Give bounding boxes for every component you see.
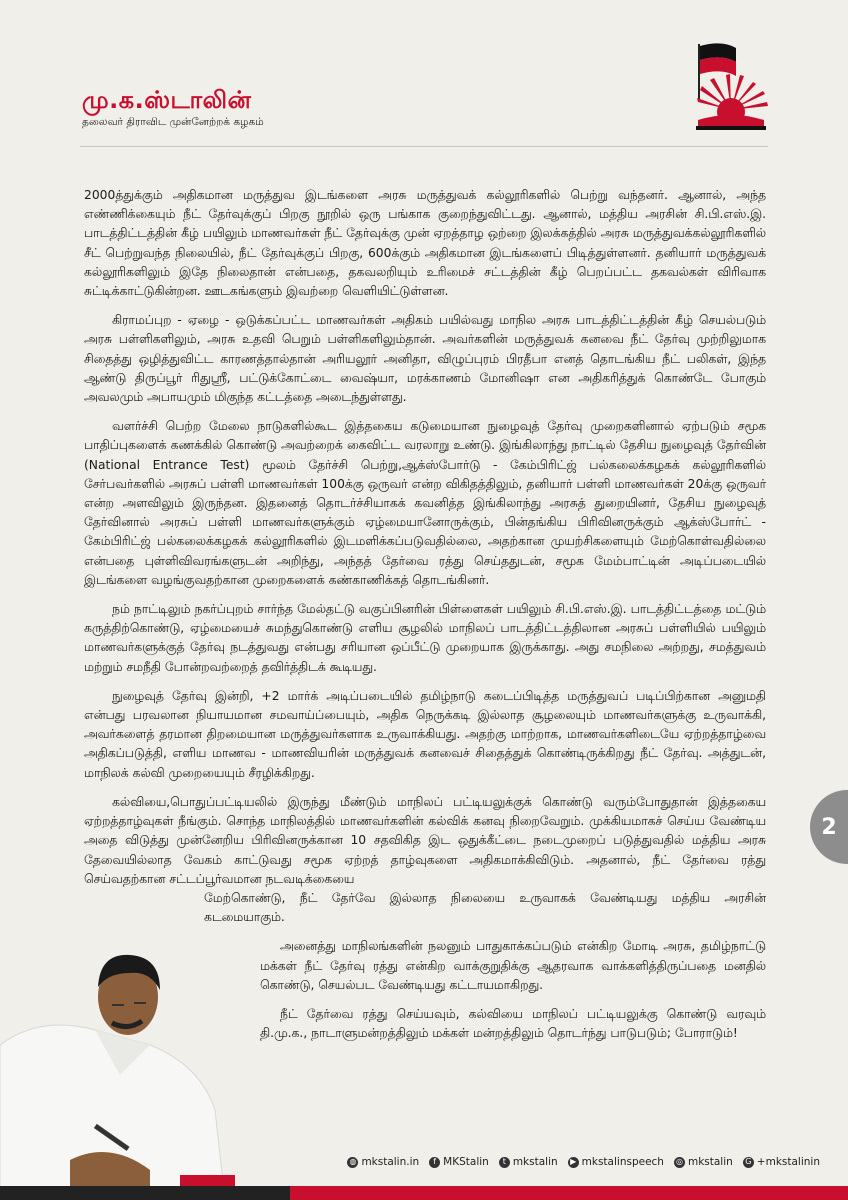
header	[82, 86, 264, 129]
globe-icon: ◍	[347, 1157, 358, 1168]
youtube-icon: ▶	[568, 1157, 579, 1168]
header-divider	[80, 146, 768, 147]
paragraph: நுழைவுத் தேர்வு இன்றி, +2 மார்க் அடிப்படையில் தமிழ்நாடு கடைப்பிடித்த மருத்துவப் படிப்பிற்கான அனுமதி என்பது பரவலான நியாயமான சமவாய்ப்பையும், அதிக நெருக்கடி இல்லாத சூழலையும் மாணவர்களுக்கு உருவாக்கி, அவர்களைத் தரமான திறமையான மருத்துவர்களாக உருவாக்கியது. அதற்கு மாற்றாக, மாணவர்களிடையே ஏற்றத்தாழ்வை அதிகப்படுத்தி, எளிய மாணவ - மாணவியரின் மருத்துவக் கனவைச் சிதைத்துக் கொண்டிருக்கிறது நீட் தேர்வு. அத்துடன், மாநிலக் கல்வி முறையையும் சீரழிக்கிறது.	[84, 688, 766, 780]
leader-portrait-icon	[0, 935, 235, 1200]
footer-link[interactable]: t mkstalin	[499, 1156, 558, 1168]
brand-title: மு.க.ஸ்டாலின்	[82, 86, 252, 114]
footer-link[interactable]: f MKStalin	[429, 1156, 489, 1168]
footer-link[interactable]: G +mkstalinin	[743, 1156, 820, 1168]
page-number: 2	[810, 790, 848, 864]
brand-subtitle: தலைவர் திராவிட முன்னேற்றக் கழகம்	[82, 116, 264, 128]
bottom-bar	[0, 1186, 848, 1200]
footer-link[interactable]: ◎ mkstalin	[675, 1156, 733, 1168]
facebook-icon: f	[429, 1157, 440, 1168]
party-flag-logo-icon	[692, 40, 770, 132]
closing-paragraph: அனைத்து மாநிலங்களின் நலனும் பாதுகாக்கப்படும் என்கிற மோடி அரசு, தமிழ்நாட்டு மக்கள் நீட் தேர்வு ரத்து என்கிற வாக்குறுதிக்கு ஆதரவாக வாக்களித்திருப்பதை மனதில் கொண்டு, செயல்பட வேண்டியது கட்டாயமாகிறது.	[260, 939, 766, 992]
googleplus-icon: G	[743, 1157, 754, 1168]
paragraph: கல்வியை,பொதுப்பட்டியலில் இருந்து மீண்டும் மாநிலப் பட்டியலுக்குக் கொண்டு வரும்போதுதான் இத்தகைய ஏற்றத்தாழ்வுகள் நீங்கும். சொந்த மாநிலத்தில் மாணவர்களின் கல்விக் கனவு நிறைவேறும். முக்கியமாகச் செய்ய வேண்டிய அதை விடுத்து முன்னேறிய பிரிவினருக்கான 10 சதவிகித இட ஒதுக்கீட்டை நடைமுறைப் படுத்துவதில் மத்திய அரசு தேவையில்லாத வேகம் காட்டுவது சமூக ஏற்றத் தாழ்வுகளை அதிகமாக்கிவிடும். அதனால், நீட் தேர்வை ரத்து செய்வதற்கான சட்டப்பூர்வமான நடவடிக்கையை	[84, 794, 766, 886]
footer-link[interactable]: ◍ mkstalin.in	[349, 1156, 420, 1168]
paragraph-continued: மேற்கொண்டு, நீட் தேர்வே இல்லாத நிலையை உருவாகக் வேண்டியது மத்திய அரசின் கடமையாகும்.	[204, 890, 766, 925]
bottom-bar-dark	[0, 1186, 290, 1200]
footer-link[interactable]: ▶ mkstalinspeech	[568, 1156, 664, 1168]
paragraph: 2000த்துக்கும் அதிகமான மருத்துவ இடங்களை அரசு மருத்துவக் கல்லூரிகளில் பெற்று வந்தனர். ஆனால், அந்த எண்ணிக்கையும் நீட் தேர்வுக்குப் பிறகு நூறில் ஒரு பங்காக குறைந்துவிட்டது. ஆனால், மத்திய அரசின் சி.பி.எஸ்.இ. பாடத்திட்டத்தின் கீழ் பயிலும் மாணவர்கள் நீட் தேர்வுக்கு முன் ஏறத்தாழ ஒற்றை இலக்கத்தில் அரசு மருத்துவக்கல்லூரிகளில் சீட் பெற்றுவந்த நிலையில், நீட் தேர்வுக்குப் பிறகு, 600க்கும் அதிகமான இடங்களைப் பிடித்துள்ளனர். தனியார் மருத்துவக் கல்லூரிகளிலும் இதே நிலைதான் என்பதை, தகவலறியும் உரிமைச் சட்டத்தின் கீழ் பெறப்பட்ட தகவல்கள் விரிவாக சுட்டிக்காட்டுகின்றன. ஊடகங்களும் இவற்றை வெளியிட்டுள்ளன.	[84, 188, 766, 299]
twitter-icon: t	[499, 1157, 510, 1168]
paragraph: கிராமப்புற - ஏழை - ஒடுக்கப்பட்ட மாணவர்கள் அதிகம் பயில்வது மாநில அரசு பாடத்திட்டத்தின் கீழ் செயல்படும் அரசு பள்ளிகளிலும், அரசு உதவி பெறும் பள்ளிகளிலும்தான். அவர்களின் மருத்துவக் கனவை நீட் தேர்வு முற்றிலுமாக சிதைத்து ஒழித்துவிட்ட காரணத்தால்தான் அரியலூர் அனிதா, விழுப்புரம் பிரதீபா எனத் தொடங்கிய நீட் பலிகள், இந்த ஆண்டு திருப்பூர் ரிதுஸ்ரீ, பட்டுக்கோட்டை வைஷ்யா, மரக்காணம் மோனிஷா என அதிகரித்துக் கொண்டே போகும் அவலமும் அபாயமும் மிகுந்த கட்டத்தை அடைந்துள்ளது.	[84, 313, 766, 405]
paragraph: வளர்ச்சி பெற்ற மேலை நாடுகளில்கூட இத்தகைய கடுமையான நுழைவுத் தேர்வு முறைகளினால் ஏற்படும் சமூக பாதிப்புகளைக் கணக்கில் கொண்டு அவற்றைக் கைவிட்ட வரலாறு உண்டு. இங்கிலாந்து நாட்டில் தேசிய நுழைவுத் தேர்வின் (National Entrance Test) மூலம் தேர்ச்சி பெற்று,ஆக்ஸ்போர்டு - கேம்பிரிட்ஜ் பல்கலைக்கழகக் கல்லூரிகளில் சேர்பவர்களில் அரசுப் பள்ளி மாணவர்கள் 100க்கு ஒருவர் என்ற விகிதத்திலும், தனியார் பள்ளி மாணவர்கள் 20க்கு ஒருவர் என்ற அளவிலும் இருந்தன. இதனைத் தொடர்ச்சியாகக் கவனித்த இங்கிலாந்து அரசுத் துறையினர், தேசிய நுழைவுத் தேர்வினால் அரசுப் பள்ளி மாணவர்களுக்கும் ஏழ்மையானோருக்கும், பின்தங்கிய பிரிவினருக்கும் ஆக்ஸ்போர்ட் - கேம்பிரிட்ஜ் பல்கலைக்கழகக் கல்லூரிகளில் இடமளிக்கப்படுவதில்லை, அதற்கான முயற்சிகளையும் மேற்கொள்வதில்லை என்பதை புள்ளிவிவரங்களுடன் அறிந்து, அந்தத் தேர்வை ரத்து செய்ததுடன், சமூக மேம்பாட்டின் அடிப்படையில் இடங்களை வழங்குவதற்கான முறைகளைக் கண்காணிக்கத் தொடங்கினர்.	[84, 419, 766, 587]
paragraph: நம் நாட்டிலும் நகர்ப்புறம் சார்ந்த மேல்தட்டு வகுப்பினரின் பிள்ளைகள் பயிலும் சி.பி.எஸ்.இ. பாடத்திட்டத்தை மட்டும் கருத்திற்கொண்டு, ஏழ்மையைச் சுமந்துகொண்டு எளிய சூழலில் மாநிலப் பாடத்திட்டத்திலான அரசுப் பள்ளியில் பயிலும் மாணவர்களுக்குத் தேர்வு நடத்துவது என்பது சரியான ஒப்பீட்டு முறையாக இருக்காது. அது சமநிலை அற்றது, சமத்துவம் மற்றும் சமநீதி போன்றவற்றைத் தவிர்த்திடக் கூடியது.	[84, 602, 766, 674]
social-links	[260, 1156, 820, 1168]
instagram-icon: ◎	[674, 1157, 685, 1168]
article-body	[84, 186, 766, 1053]
closing-paragraph: நீட் தேர்வை ரத்து செய்யவும், கல்வியை மாநிலப் பட்டியலுக்கு கொண்டு வரவும் தி.மு.க., நாடாளுமன்றத்திலும் மக்கள் மன்றத்திலும் தொடர்ந்து பாடுபடும்; போராடும்!	[260, 1006, 766, 1041]
